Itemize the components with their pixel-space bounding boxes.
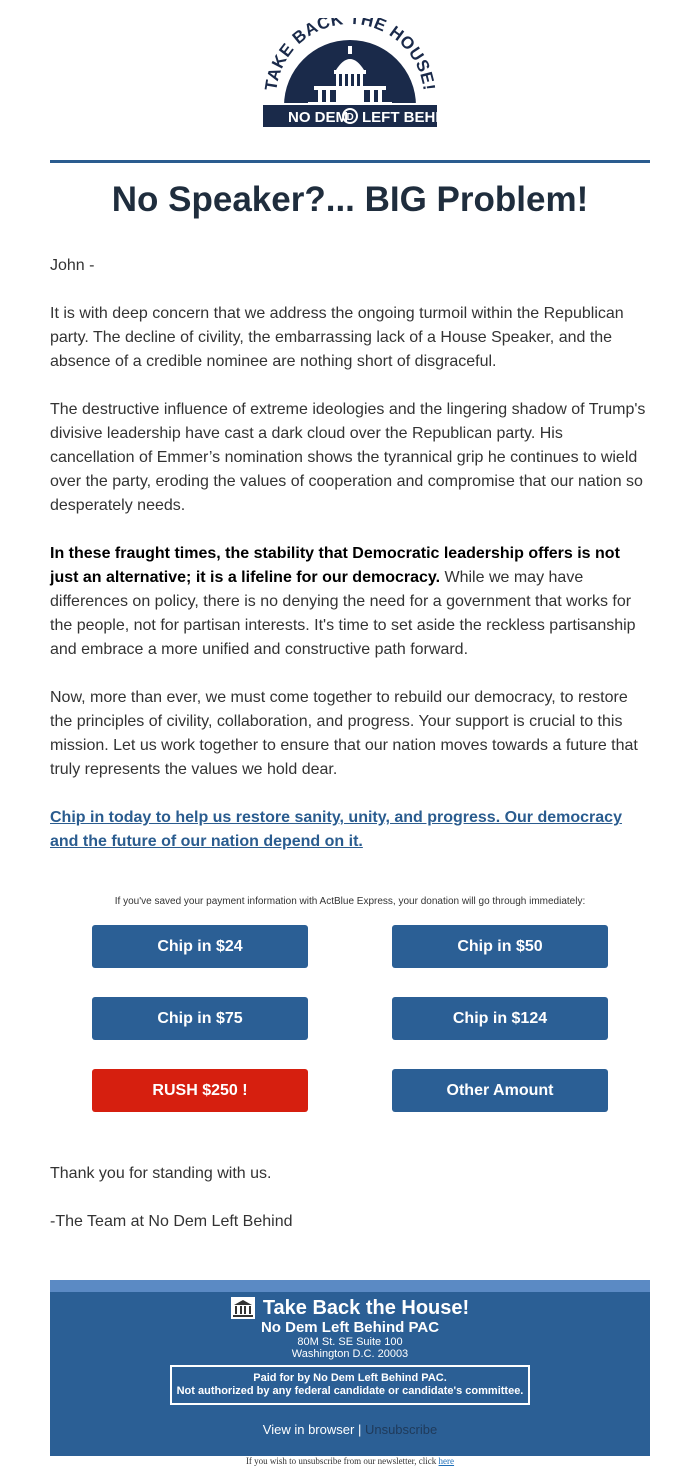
capitol-building-icon <box>231 1297 255 1319</box>
email-body <box>50 254 650 878</box>
footer-title-row <box>50 1296 650 1320</box>
footer-address <box>50 1336 650 1360</box>
view-in-browser-link[interactable]: View in browser <box>262 1422 355 1437</box>
svg-text:D: D <box>346 112 354 123</box>
paragraph-3 <box>50 542 650 662</box>
cta-paragraph <box>50 806 650 854</box>
greeting: John - <box>50 257 95 274</box>
disclaimer-line-1: Paid for by No Dem Left Behind PAC. <box>253 1372 447 1384</box>
campaign-logo <box>258 18 442 130</box>
chip-in-cta-link[interactable]: Chip in today to help us restore sanity, unity, and progress. Our democracy and the future of our nation depend on it. <box>50 809 622 850</box>
unsubscribe-link[interactable]: Unsubscribe <box>364 1422 438 1437</box>
donate-124-button[interactable]: Chip in $124 <box>392 997 608 1040</box>
actblue-express-note: If you've saved your payment information with ActBlue Express, your donation will go through immediately: <box>114 896 586 907</box>
other-amount-button[interactable]: Other Amount <box>392 1069 608 1112</box>
footer-address-line-1: 80M St. SE Suite 100 <box>297 1336 403 1348</box>
paragraph-2: The destructive influence of extreme ideologies and the lingering shadow of Trump's divisive leadership have cast a dark cloud over the Republican party. His cancellation of Emmer’s nomination shows the tyrannical grip he continues to wield over the party, eroding the values of cooperation and compromise that our nation so desperately needs. <box>50 401 646 514</box>
bottom-unsubscribe-here-link[interactable]: here <box>438 1456 455 1466</box>
paragraph-3-rest: While we may have differences on policy, there is no denying the need for a government that works for the people, not for partisan interests. It's time to set aside the reckless partisanship and embrace a more unified and constructive path forward. <box>50 569 636 658</box>
footer-stripe <box>50 1280 650 1292</box>
footer-address-line-2: Washington D.C. 20003 <box>291 1348 409 1360</box>
donate-75-button[interactable]: Chip in $75 <box>92 997 308 1040</box>
paragraph-3-bold: In these fraught times, the stability that Democratic leadership offers is not just an alternative; it is a lifeline for our democracy. <box>50 545 620 586</box>
logo-banner-right-text: LEFT BEHI <box>362 109 440 126</box>
bottom-unsubscribe-note <box>0 1456 700 1466</box>
footer-title: Take Back the House! <box>262 1297 470 1319</box>
paragraph-1: It is with deep concern that we address the ongoing turmoil within the Republican party. The decline of civility, the embarrassing lack of a House Speaker, and the absence of a credible nominee are nothing short of disgraceful. <box>50 305 624 370</box>
header-divider <box>50 160 650 163</box>
paragraph-4: Now, more than ever, we must come together to rebuild our democracy, to restore the principles of civility, collaboration, and progress. Your support is crucial to this mission. Let us work together to ensure that our nation moves towards a future that truly represents the values we hold dear. <box>50 689 638 778</box>
footer-link-separator: | <box>357 1422 362 1437</box>
footer-links <box>50 1422 650 1438</box>
thank-you-text: Thank you for standing with us. <box>50 1165 272 1182</box>
donate-24-button[interactable]: Chip in $24 <box>92 925 308 968</box>
logo-arc-text: TAKE BACK THE HOUSE! <box>261 18 439 92</box>
signoff-text: -The Team at No Dem Left Behind <box>50 1213 293 1230</box>
rush-250-button[interactable]: RUSH $250 ! <box>92 1069 308 1112</box>
paid-for-disclaimer <box>170 1365 530 1405</box>
footer-org-name: No Dem Left Behind PAC <box>260 1319 440 1336</box>
logo-banner-left-text: NO DEM <box>288 109 348 126</box>
logo-graphic <box>258 18 442 130</box>
disclaimer-line-2: Not authorized by any federal candidate or candidate's committee. <box>176 1385 524 1397</box>
email-headline: No Speaker?... BIG Problem! <box>111 180 589 219</box>
footer <box>50 1292 650 1456</box>
bottom-note-text: If you wish to unsubscribe from our newsletter, click <box>245 1456 437 1466</box>
donate-50-button[interactable]: Chip in $50 <box>392 925 608 968</box>
